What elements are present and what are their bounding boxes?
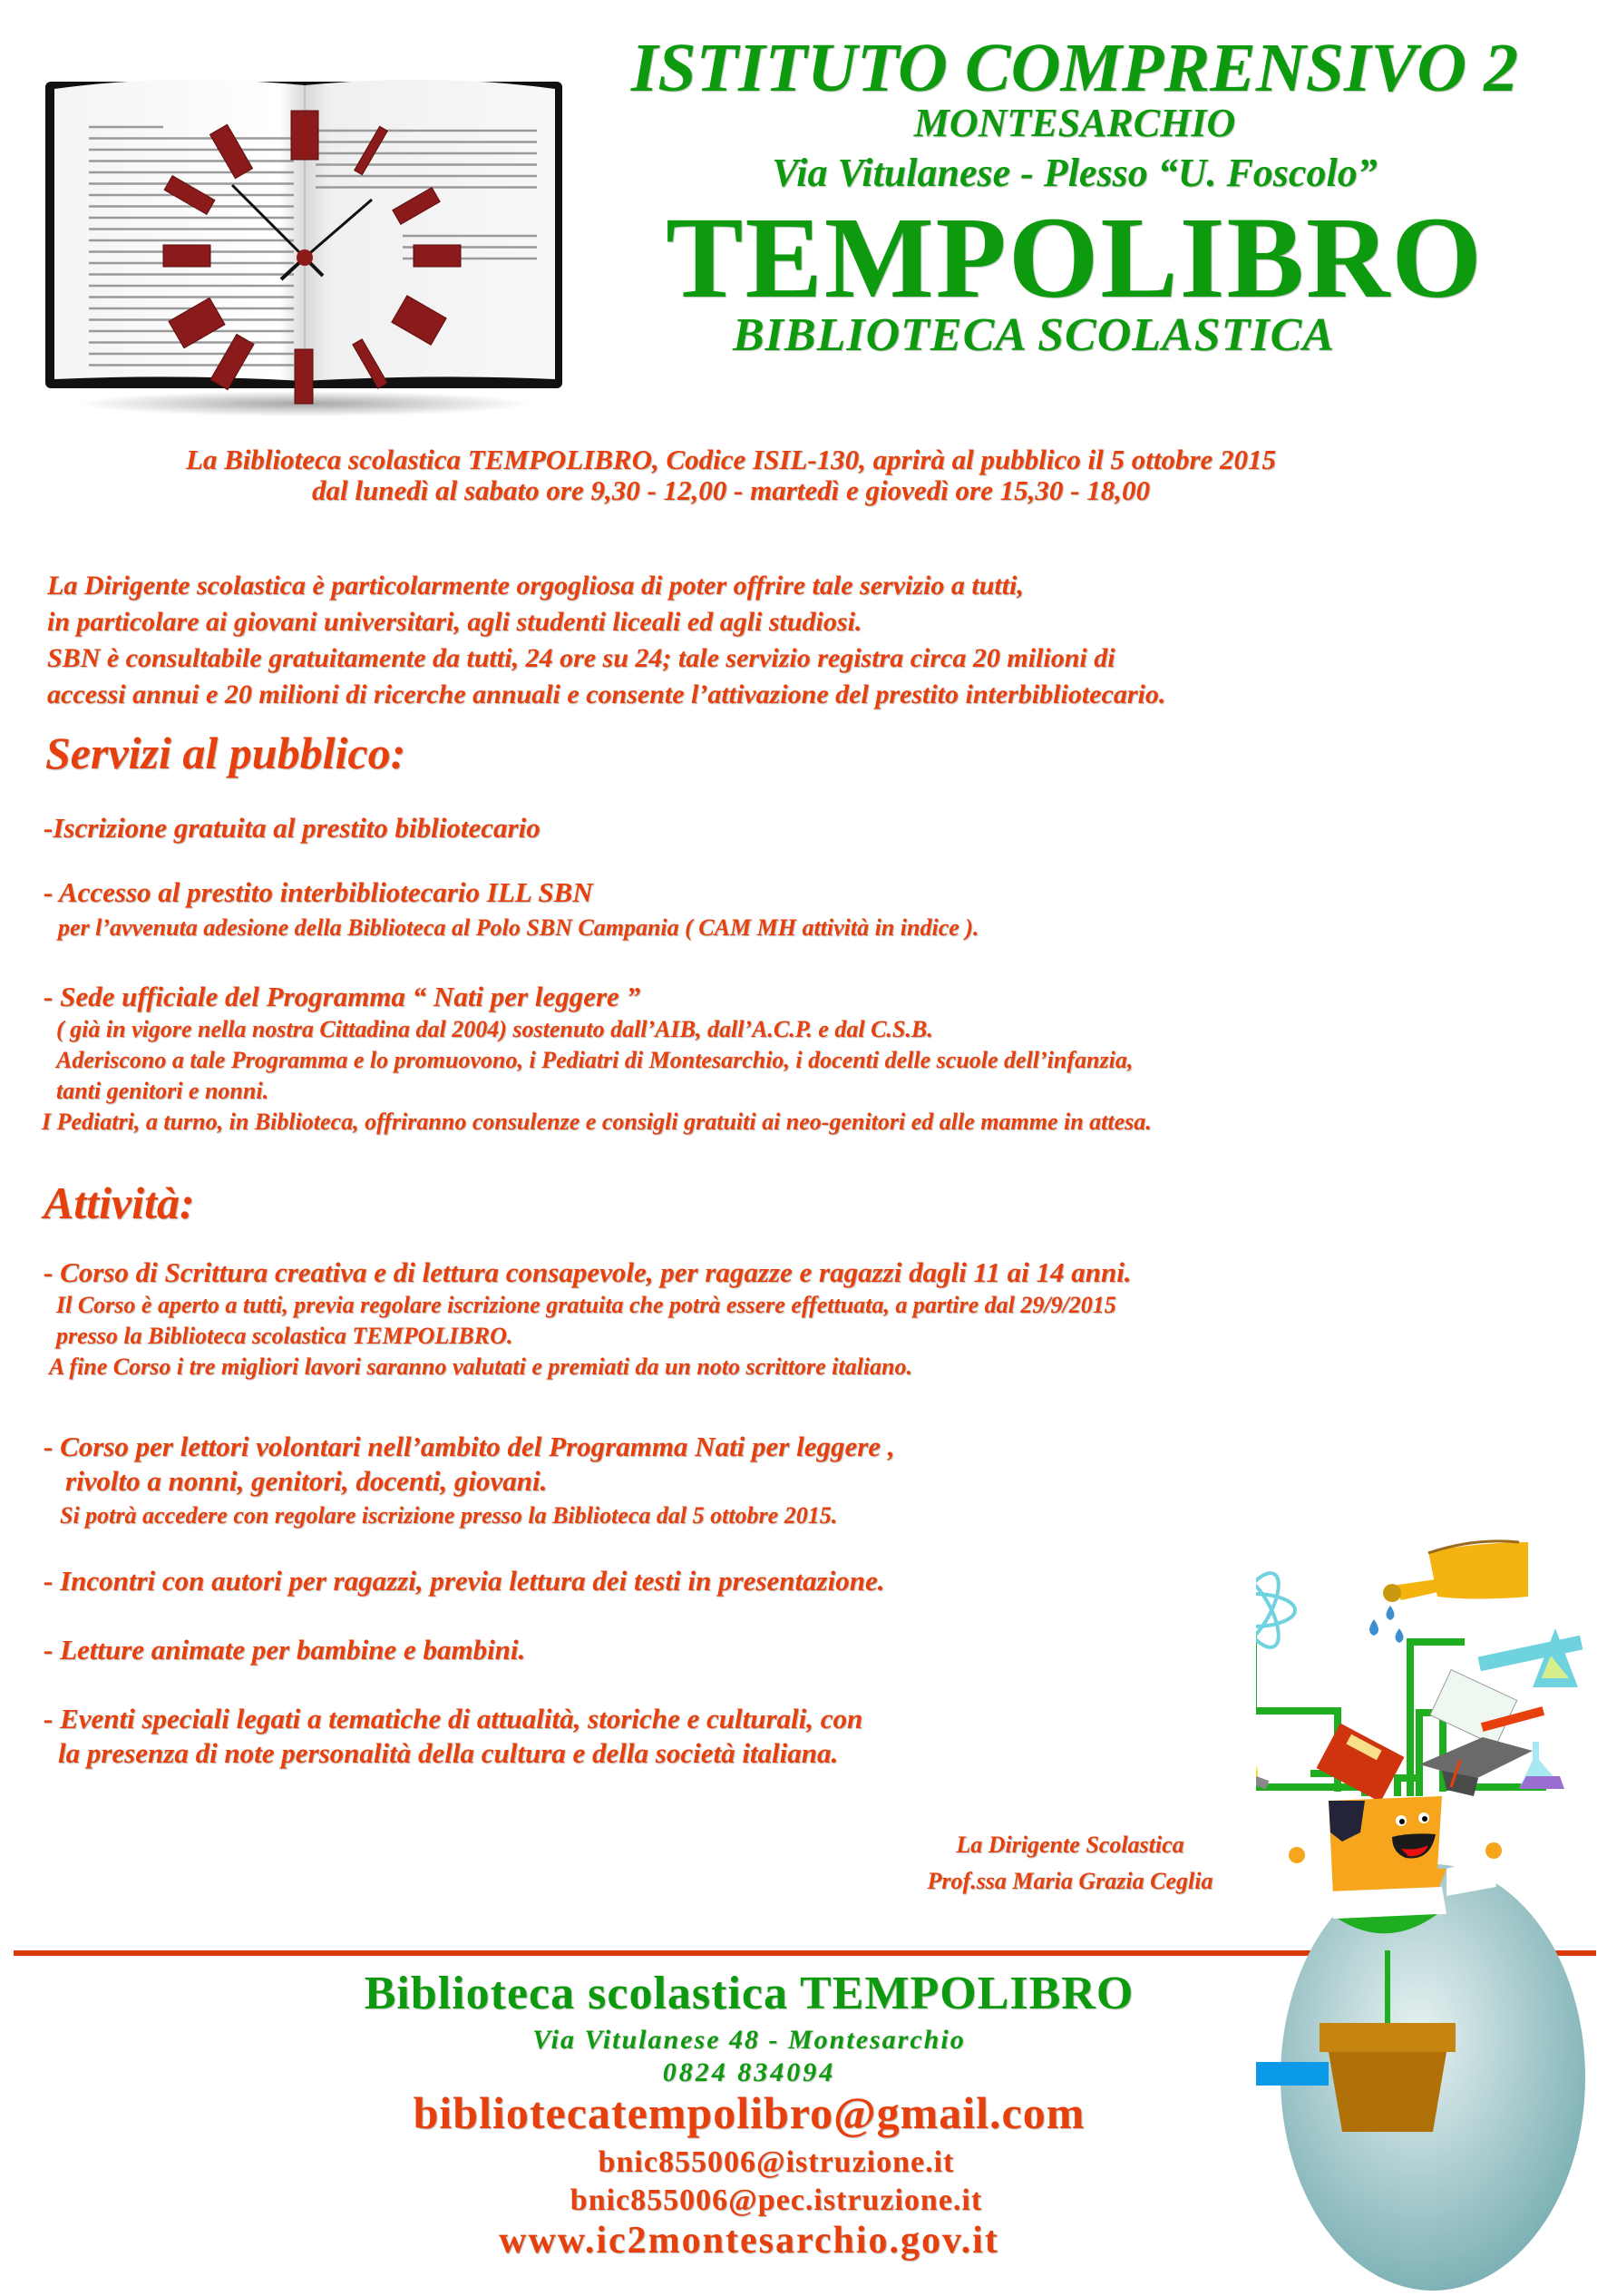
activity-item-note: A fine Corso i tre migliori lavori saranno valutati e premiati da un noto scrittore italiano. — [49, 1353, 913, 1380]
signature-name: Prof.ssa Maria Grazia Ceglia — [927, 1868, 1213, 1894]
activity-item: - Corso di Scrittura creativa e di lettura consapevole, per ragazze e ragazzi dagli 11 ai 14 anni. — [44, 1256, 1132, 1288]
footer-email-link[interactable]: bibliotecatempolibro@gmail.com — [413, 2087, 1086, 2138]
activity-item-detail: Si potrà accedere con regolare iscrizione presso la Biblioteca dal 5 ottobre 2015. — [60, 1502, 838, 1529]
service-item-detail: tanti genitori e nonni. — [56, 1078, 269, 1104]
opening-announcement: La Biblioteca scolastica TEMPOLIBRO, Codice ISIL-130, aprirà al pubblico il 5 ottobre 2015 — [185, 444, 1277, 475]
footer-email-istruzione-link[interactable]: bnic855006@istruzione.it — [598, 2145, 955, 2179]
clock-center — [297, 249, 313, 266]
activity-item-continued: la presenza di note personalità della cultura e della società italiana. — [58, 1737, 839, 1769]
service-item: -Iscrizione gratuita al prestito bibliotecario — [44, 812, 541, 844]
flask-icon — [1519, 1742, 1564, 1789]
watering-can-icon — [1383, 1541, 1528, 1602]
footer-website-link[interactable]: www.ic2montesarchio.gov.it — [499, 2220, 999, 2262]
services-heading: Servizi al pubblico: — [45, 728, 406, 778]
water-drops-icon — [1369, 1606, 1404, 1643]
growing-knowledge-plant-icon — [1256, 1533, 1607, 2296]
footer-phone: 0824 834094 — [662, 2057, 836, 2087]
institute-title: ISTITUTO COMPRENSIVO 2 — [630, 30, 1519, 106]
footer-library-name: Biblioteca scolastica TEMPOLIBRO — [364, 1968, 1135, 2019]
intro-line: La Dirigente scolastica è particolarmente orgogliosa di poter offrire tale servizio a tutti, — [47, 571, 1024, 601]
open-book-clock-icon — [36, 36, 571, 417]
footer-address: Via Vitulanese 48 - Montesarchio — [532, 2025, 966, 2055]
service-item-detail: ( già in vigore nella nostra Cittadina dal 2004) sostenuto dall’AIB, dall’A.C.P. e dal C.S.B. — [56, 1016, 933, 1042]
intro-line: SBN è consultabile gratuitamente da tutti, 24 ore su 24; tale servizio registra circa 20 milioni di — [47, 643, 1115, 673]
activities-heading: Attività: — [44, 1177, 195, 1228]
service-item: - Accesso al prestito interbibliotecario ILL SBN — [44, 876, 593, 908]
intro-line: accessi annui e 20 milioni di ricerche annuali e consente l’attivazione del prestito interbibliotecario. — [47, 679, 1166, 709]
service-item-note: I Pediatri, a turno, in Biblioteca, offriranno consulenze e consigli gratuiti ai neo-genitori ed alle mamme in attesa. — [42, 1109, 1152, 1135]
library-name: TEMPOLIBRO — [666, 193, 1484, 322]
service-item: - Sede ufficiale del Programma “ Nati per leggere ” — [44, 981, 641, 1012]
paper-pencil-icon — [1430, 1670, 1544, 1746]
set-square-icon — [1478, 1628, 1583, 1687]
activity-item: - Letture animate per bambine e bambini. — [44, 1634, 526, 1666]
intro-line: in particolare ai giovani universitari, agli studenti liceali ed agli studiosi. — [47, 607, 862, 637]
library-type: BIBLIOTECA SCOLASTICA — [733, 309, 1335, 361]
opening-hours: dal lunedì al sabato ore 9,30 - 12,00 - martedì e giovedì ore 15,30 - 18,00 — [312, 474, 1150, 506]
service-item-detail: Aderiscono a tale Programma e lo promuovono, i Pediatri di Montesarchio, i docenti delle scuole dell’infanzia, — [56, 1047, 1134, 1073]
activity-item-detail: presso la Biblioteca scolastica TEMPOLIBRO. — [56, 1323, 513, 1349]
activity-item-continued: rivolto a nonni, genitori, docenti, giovani. — [65, 1465, 548, 1497]
activity-item: - Eventi speciali legati a tematiche di attualità, storiche e culturali, con — [44, 1703, 863, 1734]
footer-email-pec-link[interactable]: bnic855006@pec.istruzione.it — [570, 2184, 983, 2217]
activity-item-detail: Il Corso è aperto a tutti, previa regolare iscrizione gratuita che potrà essere effettuata, a partire dal 29/9/2015 — [56, 1292, 1116, 1318]
town-name: MONTESARCHIO — [913, 101, 1236, 145]
activity-item: - Incontri con autori per ragazzi, previa lettura dei testi in presentazione. — [44, 1565, 885, 1597]
school-address: Via Vitulanese - Plesso “U. Foscolo” — [772, 151, 1378, 195]
atom-icon — [1256, 1566, 1295, 1655]
service-item-detail: per l’avvenuta adesione della Biblioteca al Polo SBN Campania ( CAM MH attività in indice ). — [58, 914, 979, 941]
signature-role: La Dirigente Scolastica — [956, 1832, 1184, 1858]
activity-item: - Corso per lettori volontari nell’ambito del Programma Nati per leggere , — [44, 1431, 895, 1462]
